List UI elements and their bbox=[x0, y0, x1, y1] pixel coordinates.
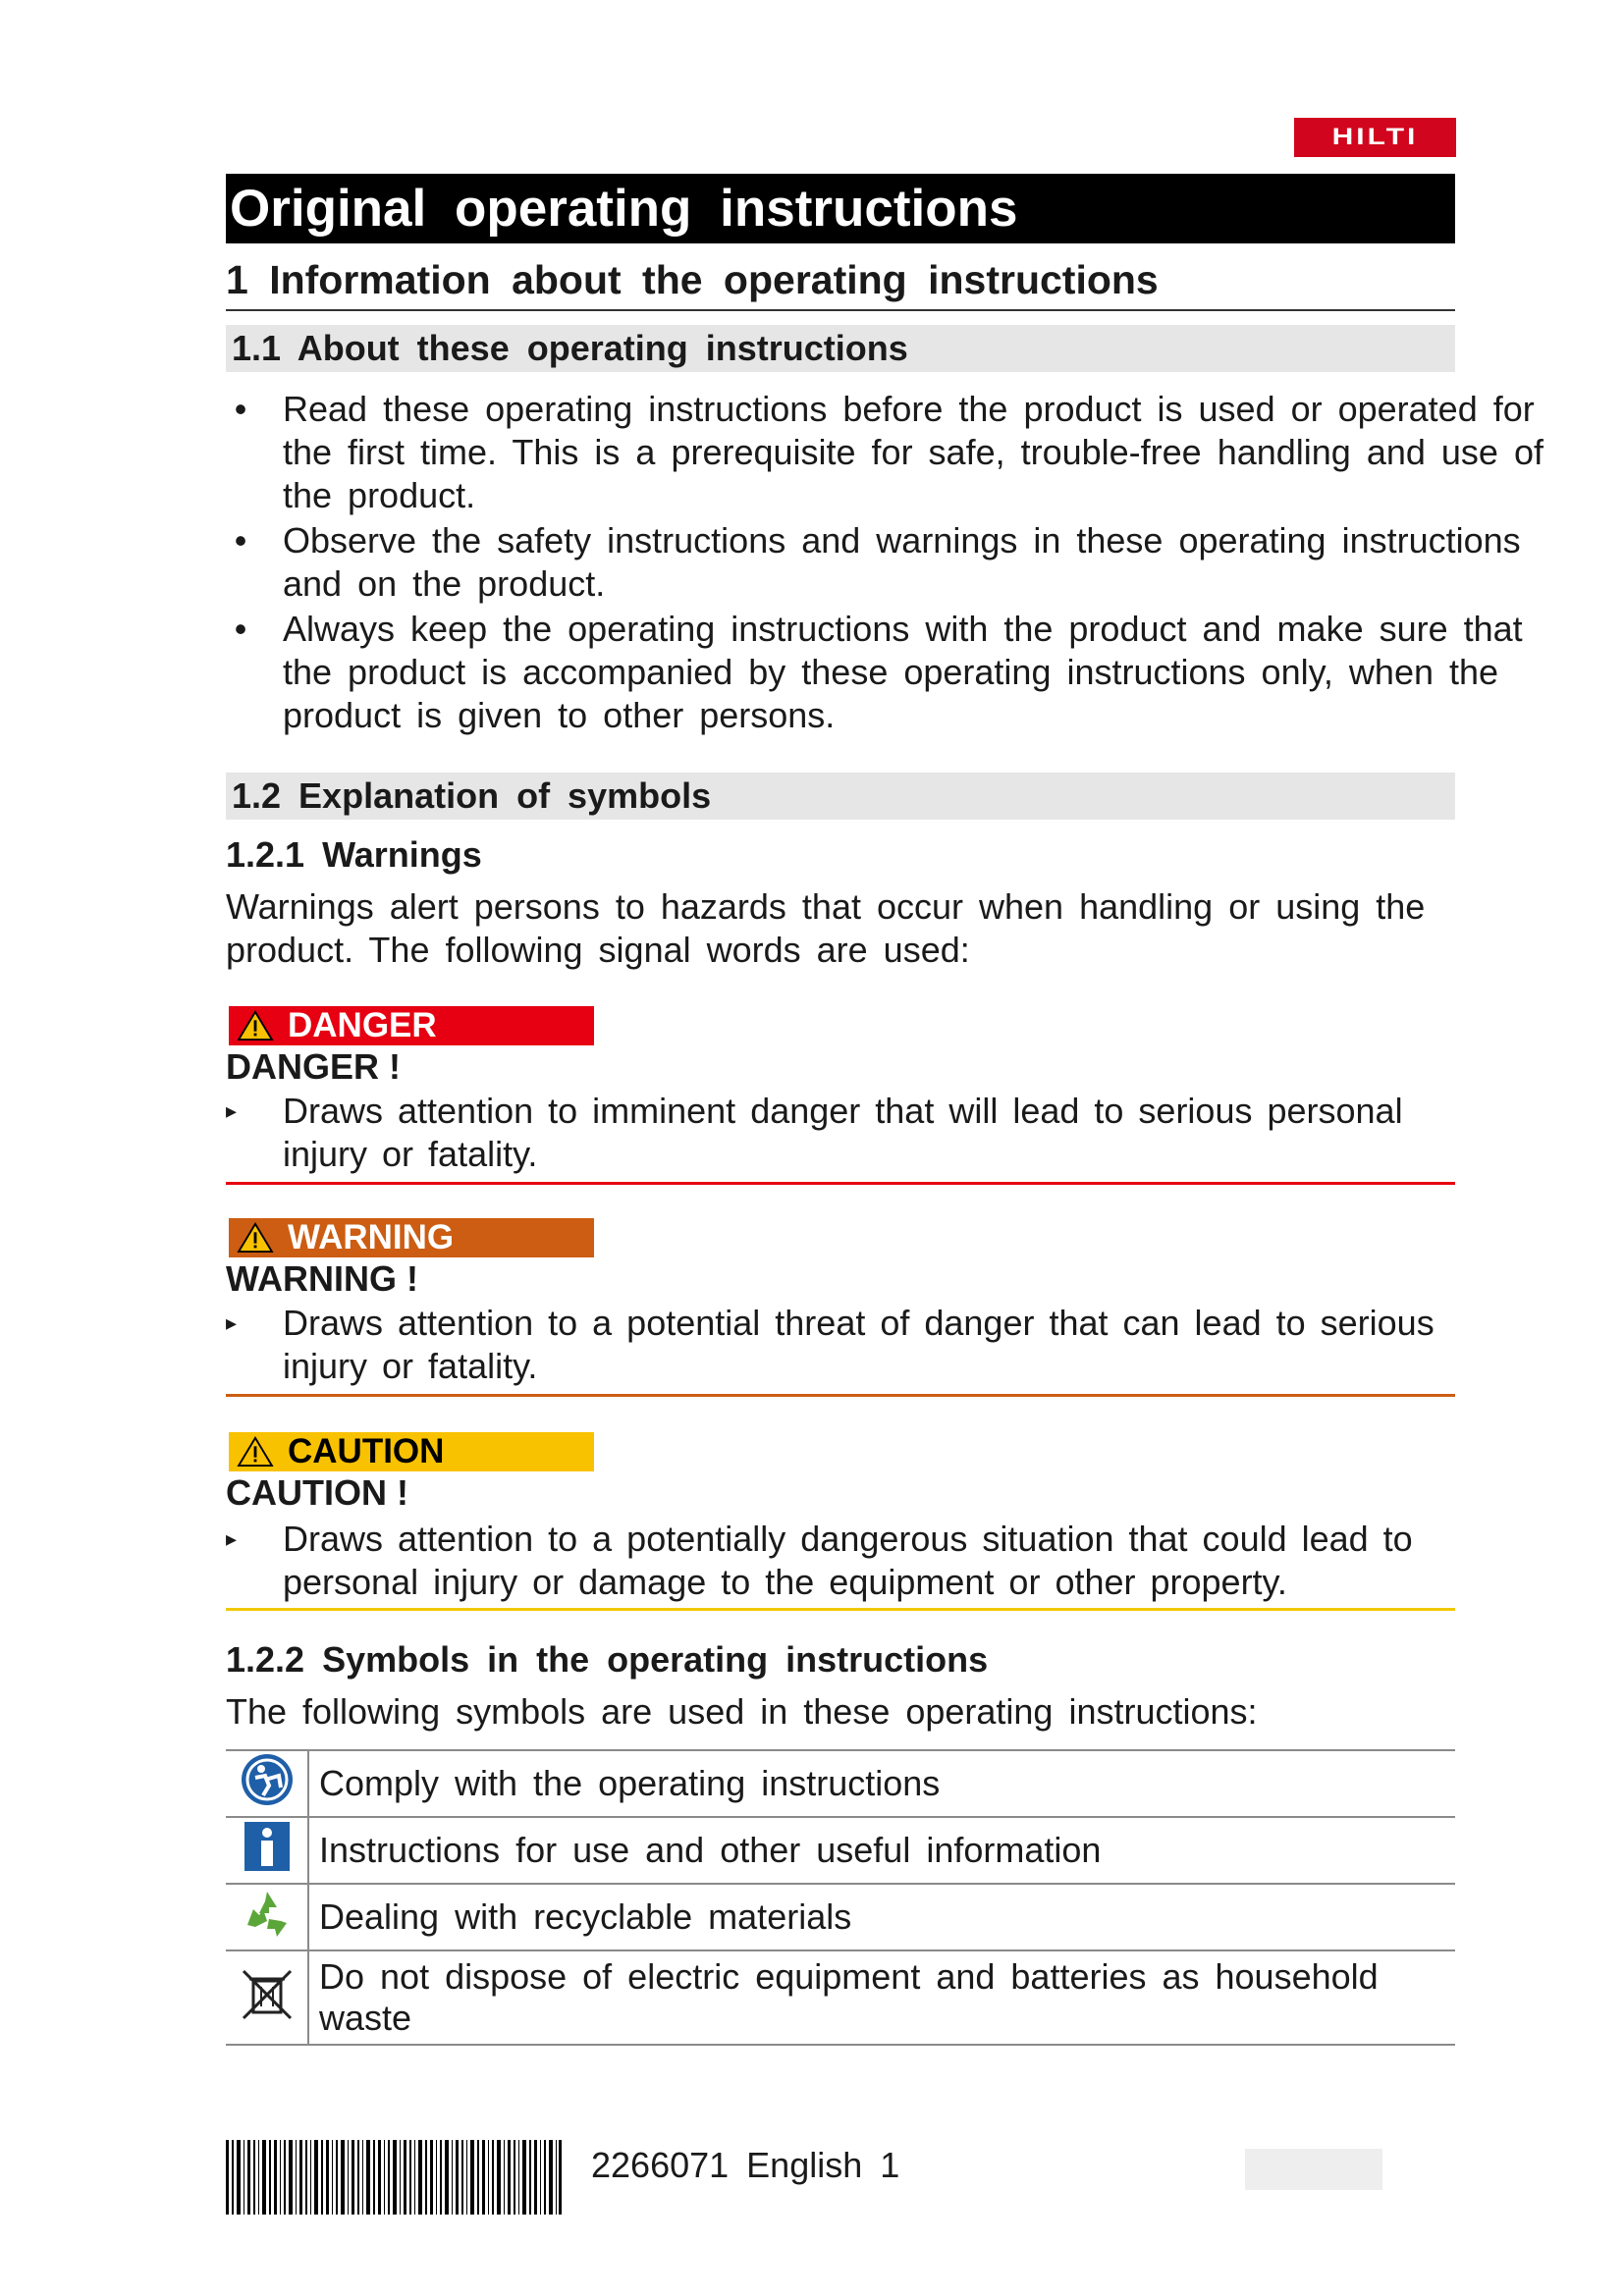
warning-text: ▸ Draws attention to a potential threat of danger that can lead to serious injury or fatality. bbox=[226, 1303, 1435, 1386]
warning-triangle-icon bbox=[237, 1436, 274, 1468]
bullet-list bbox=[226, 388, 1561, 739]
recycle-icon bbox=[240, 1886, 295, 1941]
subsection-heading: 1.2 Explanation of symbols bbox=[226, 773, 1455, 820]
symbols-intro: The following symbols are used in these operating instructions: bbox=[226, 1691, 1258, 1732]
warning-title: WARNING ! bbox=[226, 1258, 418, 1299]
footer bbox=[591, 2145, 899, 2186]
table-row bbox=[226, 1950, 1455, 2045]
warning-divider bbox=[226, 1394, 1455, 1397]
footer-placeholder bbox=[1245, 2149, 1382, 2190]
warning-badge: WARNING bbox=[229, 1218, 594, 1257]
caution-title: CAUTION ! bbox=[226, 1472, 408, 1513]
symbol-cell bbox=[226, 1817, 308, 1884]
warnings-intro: Warnings alert persons to hazards that occur when handling or using the product. The following signal words are used: bbox=[226, 886, 1426, 970]
hilti-logo: HILTI bbox=[1294, 118, 1456, 157]
symbol-description: Instructions for use and other useful information bbox=[308, 1817, 1455, 1884]
danger-text: ▸ Draws attention to imminent danger that will lead to serious personal injury or fatality. bbox=[226, 1091, 1403, 1174]
symbols-table bbox=[226, 1749, 1455, 2046]
symbol-cell bbox=[226, 1750, 308, 1817]
warning-triangle-icon bbox=[237, 1222, 274, 1254]
symbol-description: Do not dispose of electric equipment and batteries as household waste bbox=[308, 1950, 1455, 2045]
caution-text: ▸ Draws attention to a potentially dangerous situation that could lead to personal injury or damage to the equipment or other property. bbox=[226, 1519, 1413, 1602]
manual-icon bbox=[240, 1752, 295, 1807]
symbols-heading: 1.2.2 Symbols in the operating instructions bbox=[226, 1639, 989, 1680]
warning-triangle-icon bbox=[237, 1010, 274, 1041]
info-icon bbox=[243, 1820, 292, 1873]
list-item: • Observe the safety instructions and warnings in these operating instructions and on the product. bbox=[234, 520, 1521, 604]
list-item: • Always keep the operating instructions with the product and make sure that the product is accompanied by these operating instructions only, when the product is given to other persons. bbox=[234, 609, 1523, 735]
symbol-cell bbox=[226, 1950, 308, 2045]
language: English bbox=[746, 2145, 863, 2185]
caution-badge: CAUTION bbox=[229, 1432, 594, 1471]
danger-divider bbox=[226, 1182, 1455, 1185]
page-number: 1 bbox=[880, 2145, 900, 2185]
section-heading: 1 Information about the operating instructions bbox=[226, 257, 1455, 311]
warnings-heading: 1.2.1 Warnings bbox=[226, 834, 482, 875]
subsection-heading: 1.1 About these operating instructions bbox=[226, 325, 1455, 372]
table-row bbox=[226, 1750, 1455, 1817]
symbol-description: Dealing with recyclable materials bbox=[308, 1884, 1455, 1950]
barcode bbox=[226, 2140, 562, 2215]
symbol-cell bbox=[226, 1884, 308, 1950]
doc-number: 2266071 bbox=[591, 2145, 730, 2185]
danger-title: DANGER ! bbox=[226, 1046, 401, 1087]
list-item: • Read these operating instructions before the product is used or operated for the first time. This is a prerequisite for safe, trouble-free handling and use of the product. bbox=[234, 389, 1543, 515]
table-row bbox=[226, 1817, 1455, 1884]
symbol-description: Comply with the operating instructions bbox=[308, 1750, 1455, 1817]
caution-divider bbox=[226, 1608, 1455, 1611]
table-row bbox=[226, 1884, 1455, 1950]
danger-badge: DANGER bbox=[229, 1006, 594, 1045]
document-title: Original operating instructions bbox=[226, 174, 1455, 243]
crossed-bin-icon bbox=[240, 1965, 295, 2022]
